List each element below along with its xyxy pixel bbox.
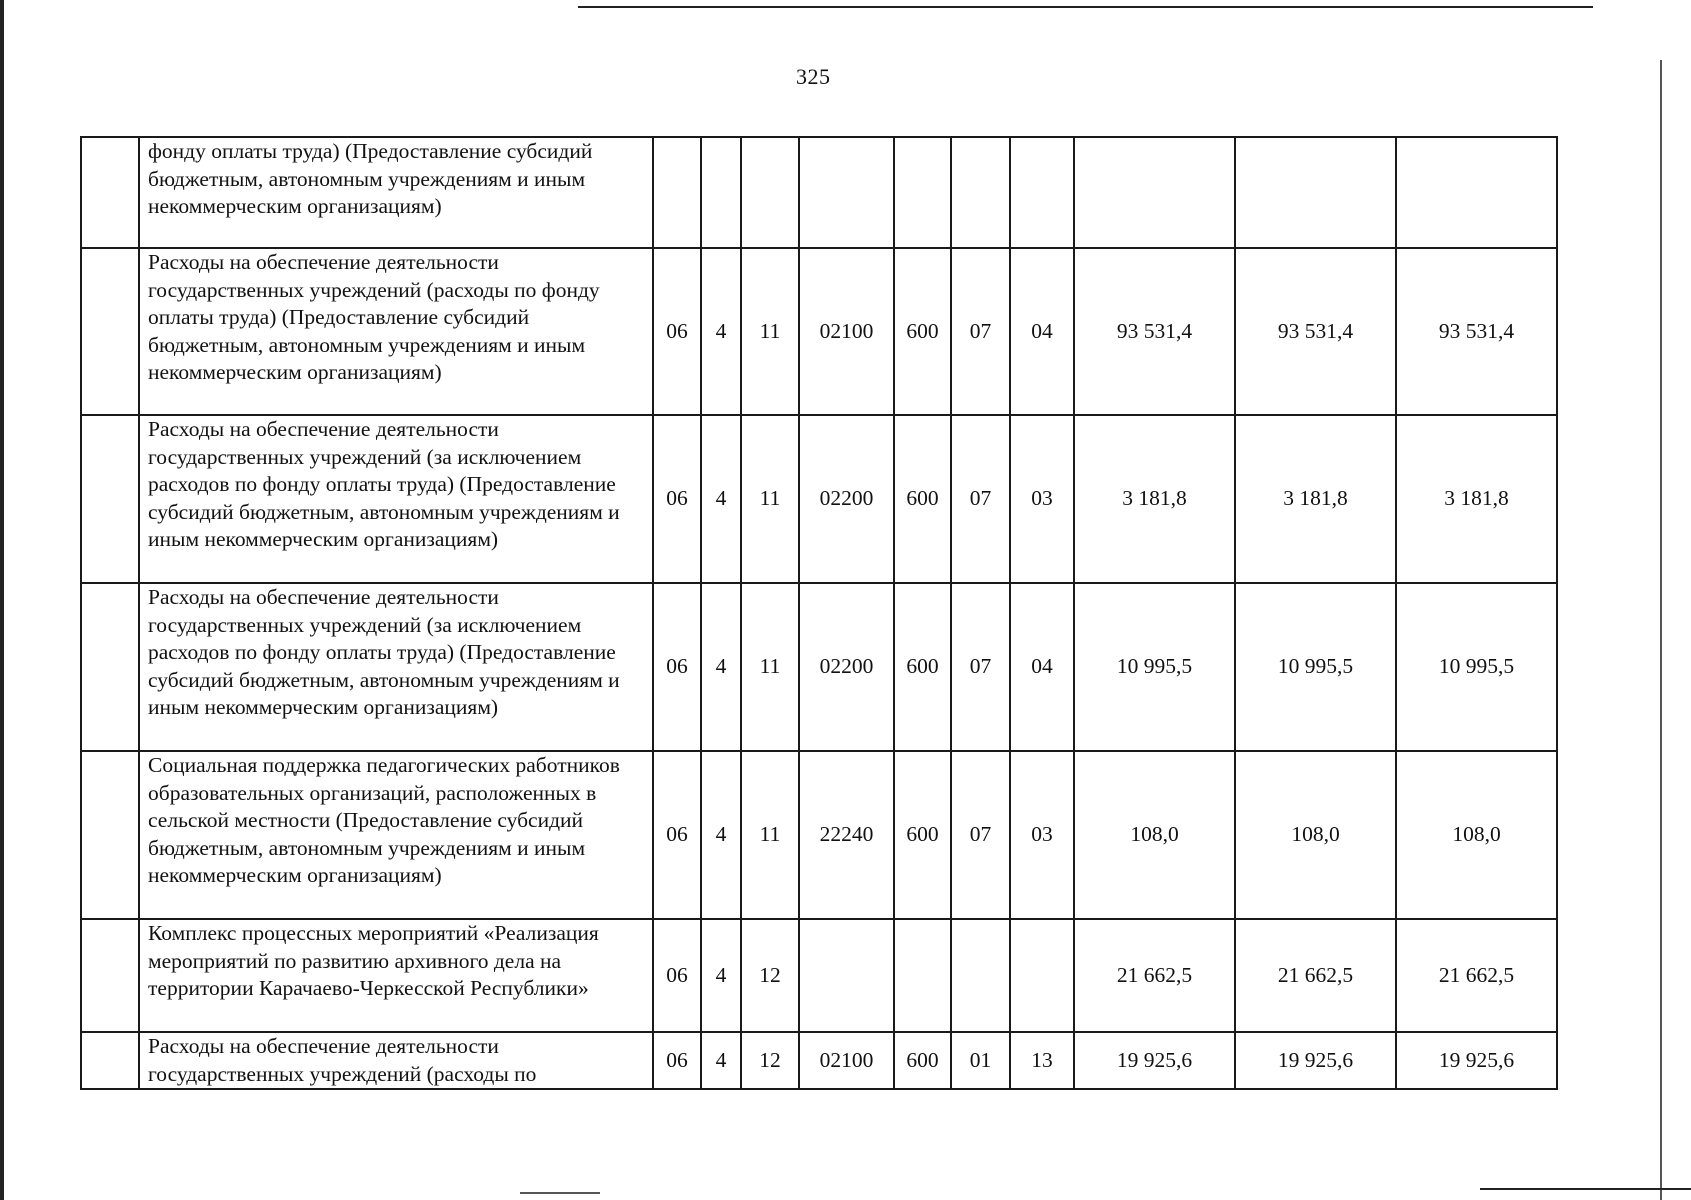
table-row: [81, 919, 1557, 1032]
amount-cell: 10 995,5: [1235, 583, 1396, 751]
code-cell: 12: [741, 919, 799, 1032]
code-cell: 600: [894, 583, 951, 751]
description-cell: фонду оплаты труда) (Предоставление субсидий бюджетным, автономным учреждениям и иным некоммерческим организациям): [139, 137, 653, 248]
amount-cell: 3 181,8: [1396, 415, 1557, 583]
code-cell: 04: [1010, 583, 1074, 751]
code-cell: 600: [894, 248, 951, 415]
amount-cell: 19 925,6: [1396, 1032, 1557, 1089]
code-cell: 06: [653, 919, 701, 1032]
code-cell: 06: [653, 583, 701, 751]
budget-table: [80, 136, 1558, 1090]
amount-cell: 10 995,5: [1074, 583, 1235, 751]
code-cell: 600: [894, 415, 951, 583]
number-cell: [81, 919, 139, 1032]
code-cell: [951, 919, 1010, 1032]
code-cell: [1010, 919, 1074, 1032]
code-cell: 03: [1010, 751, 1074, 919]
amount-cell: 21 662,5: [1396, 919, 1557, 1032]
code-cell: 22240: [799, 751, 894, 919]
table-row: [81, 248, 1557, 415]
amount-cell: 21 662,5: [1074, 919, 1235, 1032]
code-cell: [951, 137, 1010, 248]
amount-cell: 3 181,8: [1074, 415, 1235, 583]
scan-bottom-mark: [520, 1192, 600, 1194]
scan-bottom-line: [1480, 1188, 1691, 1190]
code-cell: 01: [951, 1032, 1010, 1089]
code-cell: 11: [741, 415, 799, 583]
code-cell: [653, 137, 701, 248]
table-row: [81, 751, 1557, 919]
code-cell: 02100: [799, 248, 894, 415]
amount-cell: 21 662,5: [1235, 919, 1396, 1032]
code-cell: 600: [894, 751, 951, 919]
code-cell: [741, 137, 799, 248]
number-cell: [81, 415, 139, 583]
scan-left-edge: [0, 0, 4, 1200]
table-row: [81, 415, 1557, 583]
amount-cell: 108,0: [1235, 751, 1396, 919]
amount-cell: 93 531,4: [1074, 248, 1235, 415]
description-cell: Социальная поддержка педагогических работников образовательных организаций, расположенных в сельской местности (Предоставление субсидий бюджетным, автономным учреждениям и иным некоммерческим организациям): [139, 751, 653, 919]
description-cell: Расходы на обеспечение деятельности государственных учреждений (за исключением расходов по фонду оплаты труда) (Предоставление субсидий бюджетным, автономным учреждениям и иным некоммерческим организациям): [139, 415, 653, 583]
code-cell: 4: [701, 583, 741, 751]
number-cell: [81, 248, 139, 415]
code-cell: 600: [894, 1032, 951, 1089]
code-cell: 06: [653, 415, 701, 583]
amount-cell: 3 181,8: [1235, 415, 1396, 583]
table-row: [81, 583, 1557, 751]
description-cell: Расходы на обеспечение деятельности государственных учреждений (за исключением расходов по фонду оплаты труда) (Предоставление субсидий бюджетным, автономным учреждениям и иным некоммерческим организациям): [139, 583, 653, 751]
code-cell: 4: [701, 415, 741, 583]
amount-cell: 19 925,6: [1235, 1032, 1396, 1089]
amount-cell: [1235, 137, 1396, 248]
code-cell: 07: [951, 248, 1010, 415]
code-cell: 11: [741, 248, 799, 415]
amount-cell: 108,0: [1074, 751, 1235, 919]
code-cell: 4: [701, 751, 741, 919]
code-cell: [894, 137, 951, 248]
amount-cell: 93 531,4: [1235, 248, 1396, 415]
code-cell: 03: [1010, 415, 1074, 583]
code-cell: 04: [1010, 248, 1074, 415]
code-cell: 13: [1010, 1032, 1074, 1089]
amount-cell: [1396, 137, 1557, 248]
code-cell: 02200: [799, 583, 894, 751]
code-cell: [799, 137, 894, 248]
amount-cell: [1074, 137, 1235, 248]
code-cell: [799, 919, 894, 1032]
page-number: 325: [796, 64, 831, 89]
number-cell: [81, 137, 139, 248]
table-row: [81, 137, 1557, 248]
code-cell: 4: [701, 1032, 741, 1089]
table-row: [81, 1032, 1557, 1089]
description-cell: Комплекс процессных мероприятий «Реализация мероприятий по развитию архивного дела на территории Карачаево-Черкесской Республики»: [139, 919, 653, 1032]
number-cell: [81, 583, 139, 751]
number-cell: [81, 1032, 139, 1089]
number-cell: [81, 751, 139, 919]
amount-cell: 10 995,5: [1396, 583, 1557, 751]
code-cell: 02200: [799, 415, 894, 583]
code-cell: 11: [741, 583, 799, 751]
amount-cell: 93 531,4: [1396, 248, 1557, 415]
description-cell: Расходы на обеспечение деятельности государственных учреждений (расходы по фонду оплаты труда) (Предоставление субсидий бюджетным, автономным учреждениям и иным некоммерческим организациям): [139, 248, 653, 415]
code-cell: 12: [741, 1032, 799, 1089]
code-cell: 4: [701, 248, 741, 415]
code-cell: 06: [653, 248, 701, 415]
code-cell: [701, 137, 741, 248]
description-cell: Расходы на обеспечение деятельности государственных учреждений (расходы по: [139, 1032, 653, 1089]
code-cell: [1010, 137, 1074, 248]
scan-right-edge: [1660, 60, 1662, 1200]
amount-cell: 19 925,6: [1074, 1032, 1235, 1089]
code-cell: 11: [741, 751, 799, 919]
amount-cell: 108,0: [1396, 751, 1557, 919]
code-cell: [894, 919, 951, 1032]
scan-top-line: [578, 6, 1593, 8]
code-cell: 06: [653, 1032, 701, 1089]
code-cell: 02100: [799, 1032, 894, 1089]
code-cell: 06: [653, 751, 701, 919]
code-cell: 4: [701, 919, 741, 1032]
code-cell: 07: [951, 583, 1010, 751]
code-cell: 07: [951, 751, 1010, 919]
code-cell: 07: [951, 415, 1010, 583]
